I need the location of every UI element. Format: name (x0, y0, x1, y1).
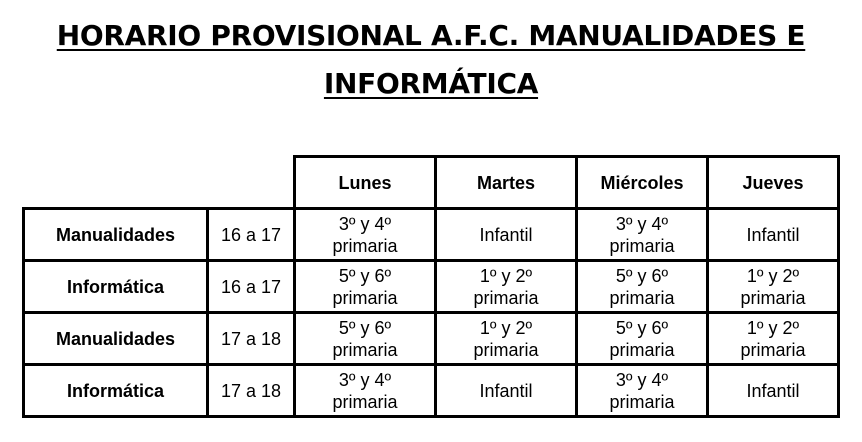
day-header: Lunes (295, 157, 436, 209)
schedule-cell (295, 261, 436, 313)
schedule-cell-line: Infantil (479, 224, 533, 245)
table-row (24, 209, 839, 261)
page-title-line-2 (0, 67, 862, 100)
schedule-table (22, 155, 840, 418)
subject-cell: Informática (24, 365, 208, 417)
schedule-cell-line: primaria (332, 391, 398, 412)
schedule-cell-text (709, 317, 837, 361)
schedule-cell-text (578, 265, 706, 309)
page-title-text-1: HORARIO PROVISIONAL A.F.C. MANUALIDADES E (56, 19, 806, 52)
schedule-cell-line: primaria (332, 287, 398, 308)
schedule-cell (295, 313, 436, 365)
schedule-cell-text (578, 317, 706, 361)
schedule-cell-text (578, 213, 706, 257)
schedule-cell-text (296, 369, 434, 413)
schedule-cell-line: primaria (609, 391, 675, 412)
schedule-cell-text (709, 224, 837, 246)
schedule-cell-line: Infantil (746, 380, 800, 401)
time-cell: 17 a 18 (208, 365, 295, 417)
subject-cell: Manualidades (24, 209, 208, 261)
schedule-cell-line: Infantil (479, 380, 533, 401)
schedule-cell-line: 3º y 4º (615, 369, 669, 390)
day-header: Martes (436, 157, 577, 209)
schedule-cell-text (296, 317, 434, 361)
schedule-cell-line: 5º y 6º (338, 317, 392, 338)
schedule-cell (577, 261, 708, 313)
schedule-cell-text (437, 224, 575, 246)
schedule-cell-text (578, 369, 706, 413)
schedule-cell-line: primaria (609, 235, 675, 256)
time-cell: 17 a 18 (208, 313, 295, 365)
day-header: Jueves (708, 157, 839, 209)
schedule-cell (577, 365, 708, 417)
schedule-cell (708, 261, 839, 313)
schedule-cell-line: primaria (332, 235, 398, 256)
time-cell: 16 a 17 (208, 209, 295, 261)
schedule-cell-line: primaria (473, 339, 539, 360)
schedule-cell-text (709, 265, 837, 309)
day-header: Miércoles (577, 157, 708, 209)
time-cell: 16 a 17 (208, 261, 295, 313)
schedule-cell-text (437, 317, 575, 361)
schedule-cell (295, 365, 436, 417)
schedule-cell (577, 209, 708, 261)
schedule-cell-line: primaria (740, 339, 806, 360)
schedule-cell (577, 313, 708, 365)
schedule-cell-line: 1º y 2º (479, 265, 533, 286)
table-row (24, 261, 839, 313)
schedule-cell-text (296, 265, 434, 309)
schedule-cell-line: Infantil (746, 224, 800, 245)
schedule-cell-text (709, 380, 837, 402)
schedule-cell (436, 365, 577, 417)
schedule-cell-line: 5º y 6º (615, 317, 669, 338)
schedule-cell-line: primaria (473, 287, 539, 308)
subject-cell: Manualidades (24, 313, 208, 365)
schedule-cell-line: primaria (609, 339, 675, 360)
schedule-cell-line: 3º y 4º (615, 213, 669, 234)
schedule-cell (436, 261, 577, 313)
table-row (24, 313, 839, 365)
page-title-text-2: INFORMÁTICA (323, 67, 539, 100)
page-title-line-1 (0, 19, 862, 52)
schedule-cell-line: 3º y 4º (338, 369, 392, 390)
empty-corner-cell (208, 157, 295, 209)
schedule-cell-line: 1º y 2º (746, 265, 800, 286)
schedule-cell-line: primaria (609, 287, 675, 308)
schedule-cell (436, 209, 577, 261)
schedule-cell-line: 3º y 4º (338, 213, 392, 234)
schedule-cell-line: 1º y 2º (479, 317, 533, 338)
schedule-cell (295, 209, 436, 261)
schedule-cell-line: primaria (332, 339, 398, 360)
schedule-cell-text (437, 380, 575, 402)
schedule-cell (436, 313, 577, 365)
table-row (24, 365, 839, 417)
subject-cell: Informática (24, 261, 208, 313)
schedule-cell-line: 1º y 2º (746, 317, 800, 338)
table-header-row (24, 157, 839, 209)
empty-corner-cell (24, 157, 208, 209)
schedule-cell-line: 5º y 6º (338, 265, 392, 286)
schedule-cell (708, 313, 839, 365)
schedule-cell (708, 365, 839, 417)
schedule-cell-text (296, 213, 434, 257)
schedule-cell-text (437, 265, 575, 309)
schedule-cell-line: primaria (740, 287, 806, 308)
schedule-cell (708, 209, 839, 261)
schedule-cell-line: 5º y 6º (615, 265, 669, 286)
